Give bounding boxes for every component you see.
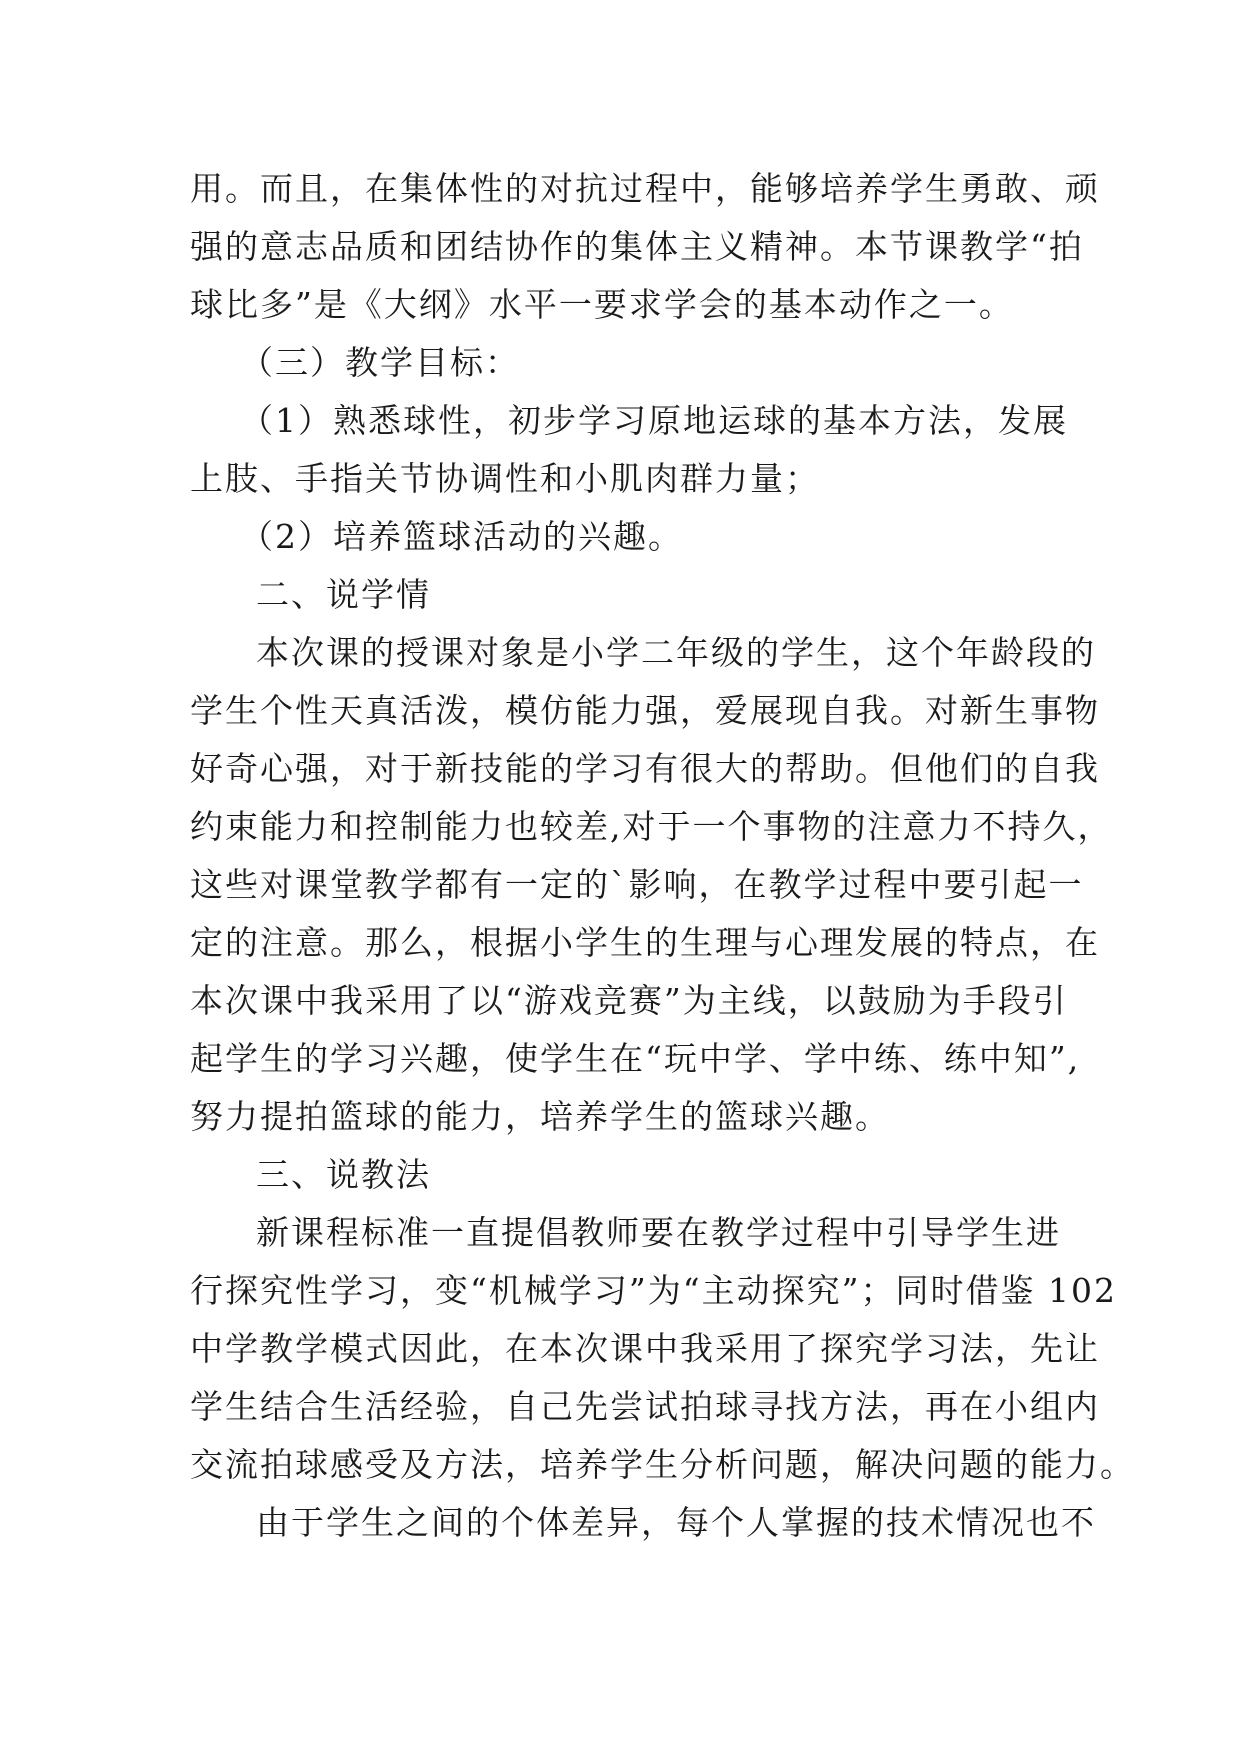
text-line: 学生个性天真活泼，模仿能力强，爱展现自我。对新生事物 [190, 691, 1100, 730]
text-line: 本次课中我采用了以“游戏竞赛”为主线，以鼓励为手段引 [190, 981, 1068, 1020]
body-text [190, 160, 1135, 1552]
section-heading: （三）教学目标： [240, 343, 520, 382]
text-line: 学生结合生活经验，自己先尝试拍球寻找方法，再在小组内 [190, 1387, 1100, 1426]
text-line: 这些对课堂教学都有一定的`影响，在教学过程中要引起一 [190, 865, 1084, 904]
text-line: 强的意志品质和团结协作的集体主义精神。本节课教学“拍 [190, 227, 1084, 266]
text-line: 约束能力和控制能力也较差,对于一个事物的注意力不持久， [190, 807, 1113, 846]
text-line: 球比多”是《大纲》水平一要求学会的基本动作之一。 [190, 285, 1014, 324]
text-line: 起学生的学习兴趣，使学生在“玩中学、学中练、练中知”, [190, 1039, 1081, 1078]
text-line: 好奇心强，对于新技能的学习有很大的帮助。但他们的自我 [190, 749, 1100, 788]
text-line: 由于学生之间的个体差异，每个人掌握的技术情况也不 [256, 1503, 1096, 1542]
text-line: 努力提拍篮球的能力，培养学生的篮球兴趣。 [190, 1097, 890, 1136]
text-line: 定的注意。那么，根据小学生的生理与心理发展的特点，在 [190, 923, 1100, 962]
text-line: 新课程标准一直提倡教师要在教学过程中引导学生进 [256, 1213, 1061, 1252]
text-line: 行探究性学习，变“机械学习”为“主动探究”；同时借鉴 102 [190, 1271, 1117, 1310]
text-line: 交流拍球感受及方法，培养学生分析问题，解决问题的能力。 [190, 1445, 1135, 1484]
section-heading: 二、说学情 [256, 575, 431, 614]
text-line: 中学教学模式因此，在本次课中我采用了探究学习法，先让 [190, 1329, 1100, 1368]
text-line: 本次课的授课对象是小学二年级的学生，这个年龄段的 [256, 633, 1096, 672]
text-line: （1）熟悉球性，初步学习原地运球的基本方法，发展 [240, 401, 1068, 440]
text-line: 用。而且，在集体性的对抗过程中，能够培养学生勇敢、顽 [190, 169, 1100, 208]
text-line: （2）培养篮球活动的兴趣。 [240, 517, 683, 556]
text-line: 上肢、手指关节协调性和小肌肉群力量； [190, 459, 820, 498]
section-heading: 三、说教法 [256, 1155, 431, 1194]
